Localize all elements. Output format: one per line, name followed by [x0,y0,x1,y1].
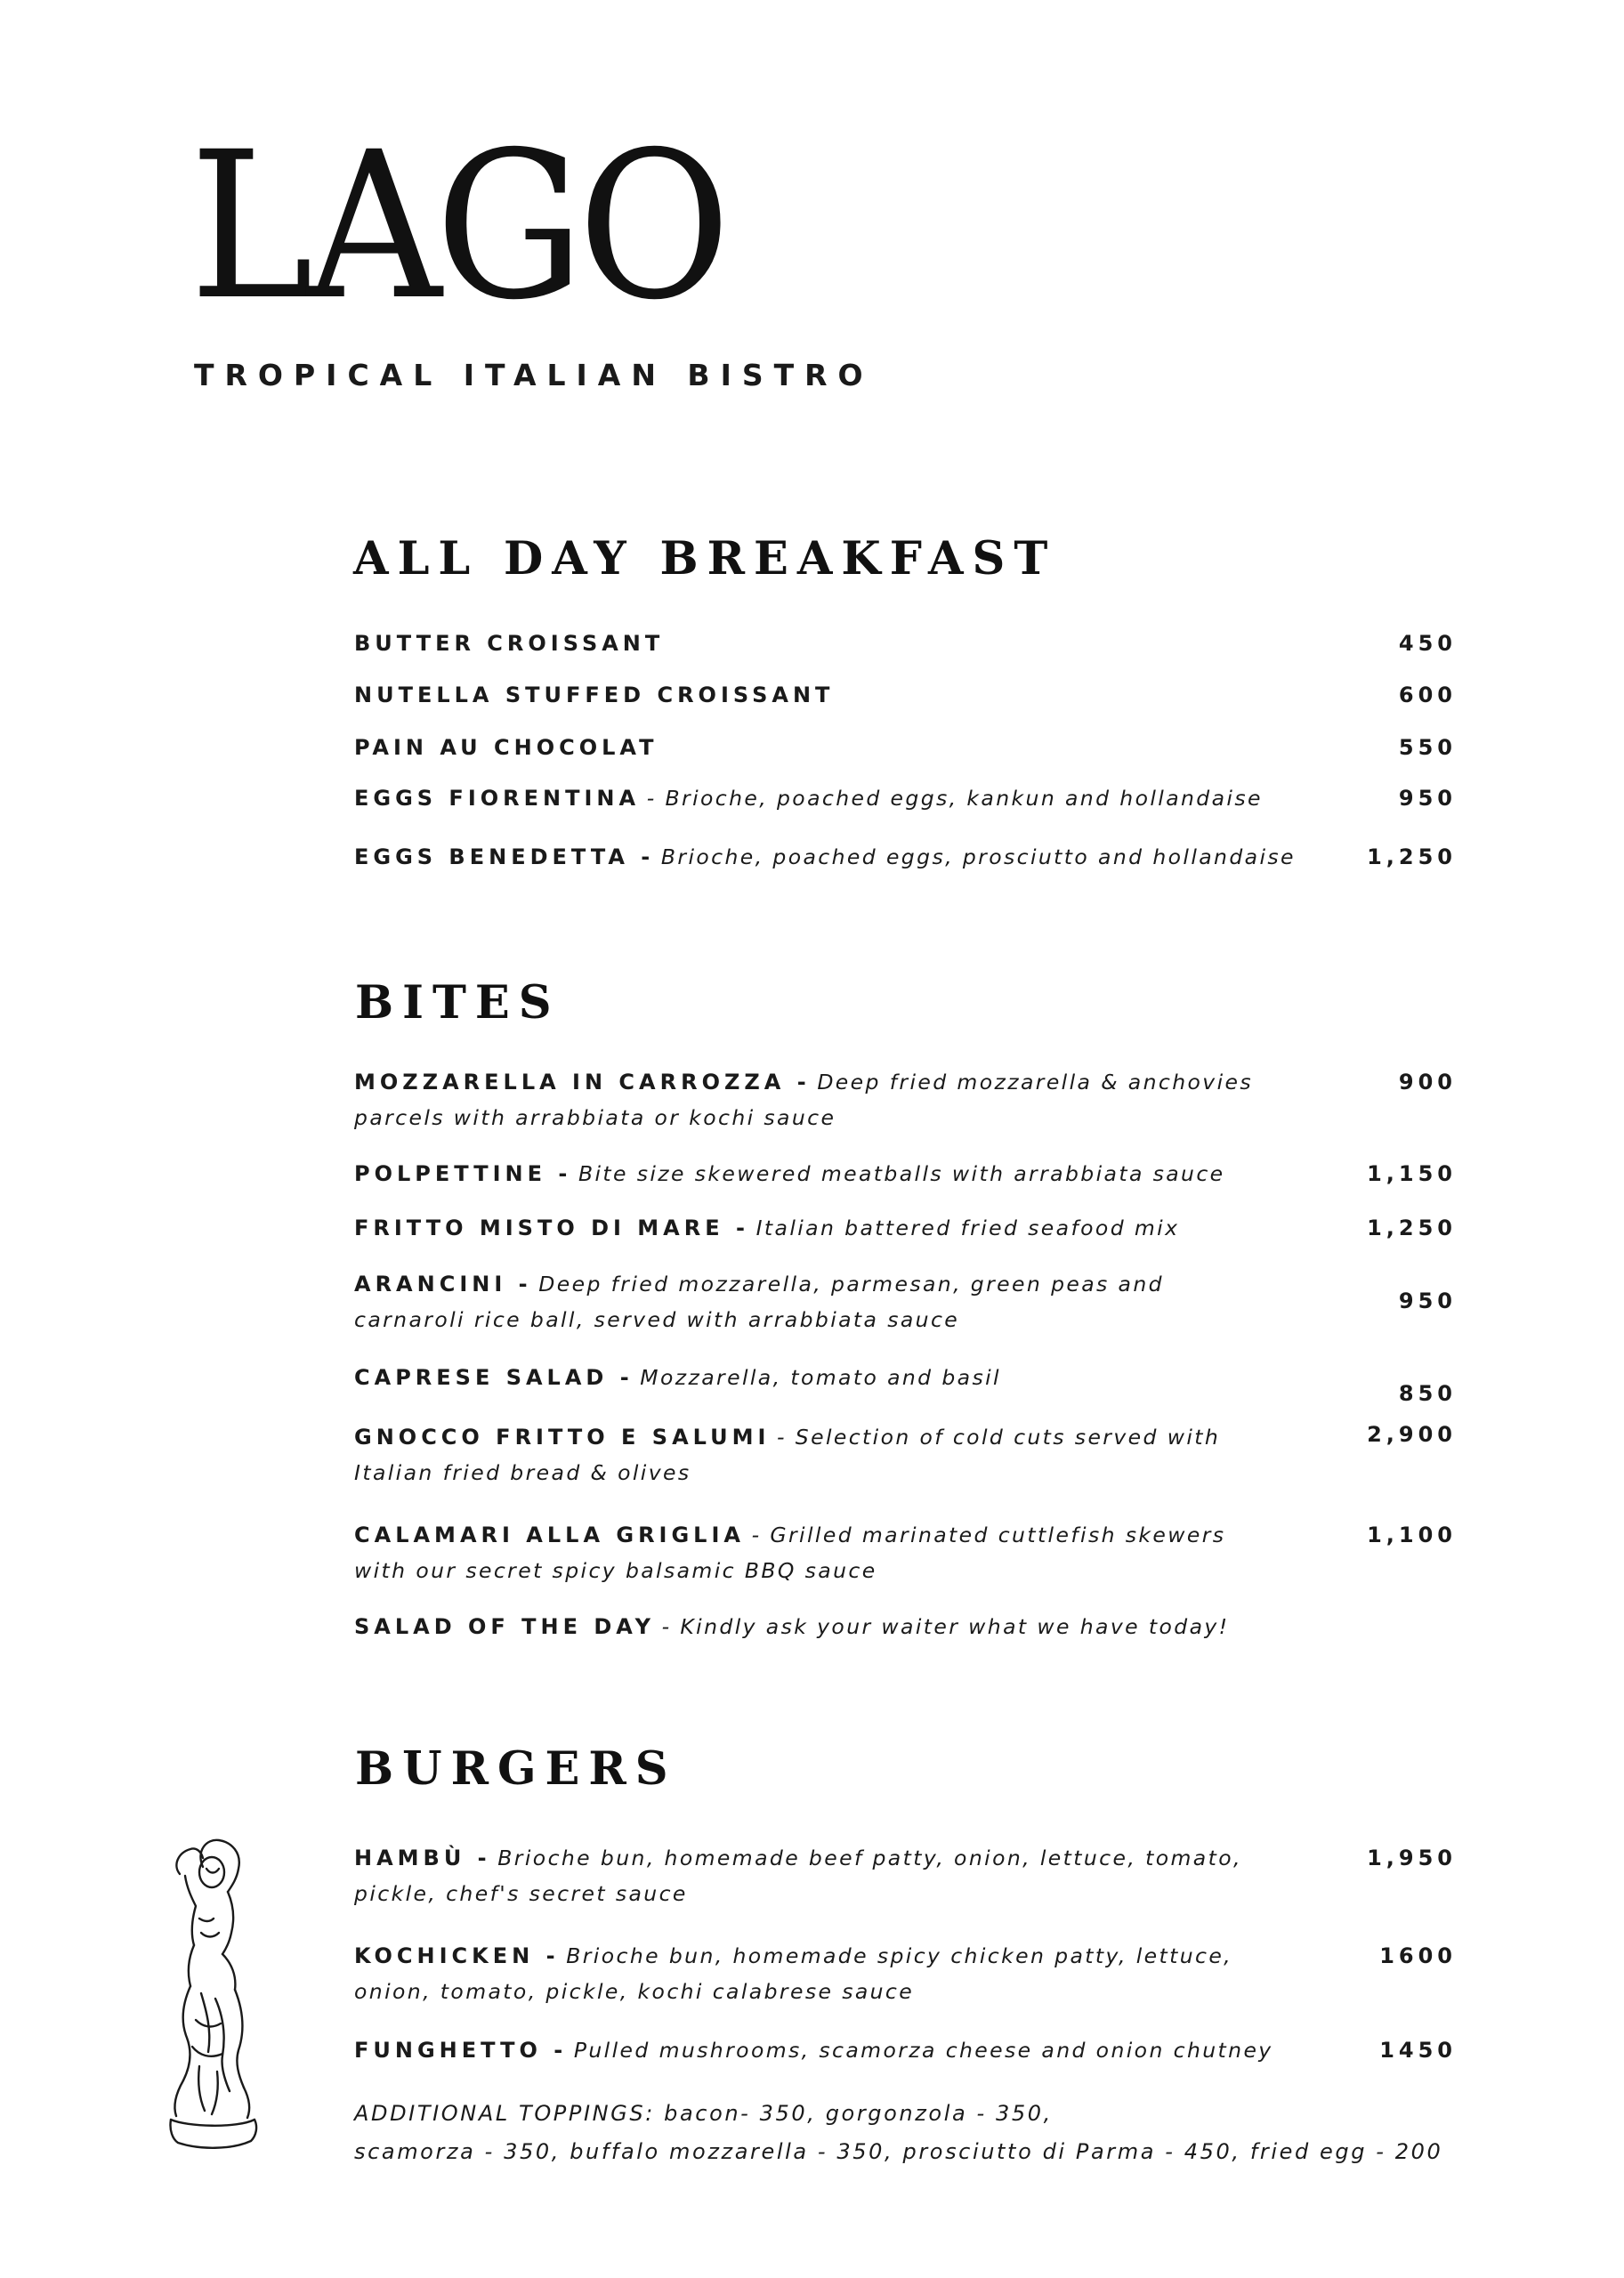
item-name: GNOCCO FRITTO E SALUMI [354,1425,771,1450]
section-title-burgers: BURGERS [355,1742,677,1796]
item-price: 450 [1398,631,1457,656]
item-name: ARANCINI - [354,1272,532,1297]
menu-item [354,1266,1244,1337]
menu-item [354,2032,1333,2068]
menu-item [354,1609,1333,1644]
item-price: 950 [1398,1288,1457,1313]
item-price: 850 [1398,1381,1457,1406]
menu-item [354,730,1333,765]
item-name: SALAD OF THE DAY [354,1614,655,1639]
menu-item [354,1210,1333,1246]
item-description: - Selection of cold cuts served with Italian fried bread & olives [354,1425,1221,1485]
item-name: CALAMARI ALLA GRIGLIA [354,1523,745,1547]
section-title-bites: BITES [355,976,561,1030]
item-description: Pulled mushrooms, scamorza cheese and onion chutney [573,2038,1273,2063]
item-name: POLPETTINE - [354,1161,572,1186]
item-description: - Grilled marinated cuttlefish skewers with our secret spicy balsamic BBQ sauce [354,1523,1226,1583]
item-price: 1600 [1379,1943,1457,1968]
item-name: EGGS FIORENTINA [354,786,641,811]
item-description: Mozzarella, tomato and basil [640,1365,1001,1390]
section-title-breakfast: ALL DAY BREAKFAST [353,532,1057,586]
item-name: EGGS BENEDETTA - [354,844,655,869]
menu-item [354,1419,1244,1490]
item-description: Deep fried mozzarella & anchovies parcels with arrabbiata or kochi sauce [354,1070,1254,1130]
item-price: 600 [1398,683,1457,707]
tagline: TROPICAL ITALIAN BISTRO [194,358,874,392]
item-description: Brioche bun, homemade beef patty, onion, lettuce, tomato, pickle, chef's secret sauce [354,1846,1242,1906]
statue-icon [160,1833,267,2162]
item-price: 950 [1398,786,1457,811]
menu-item [354,1064,1262,1135]
item-description: Bite size skewered meatballs with arrabbiata sauce [578,1161,1225,1186]
item-name: FUNGHETTO - [354,2038,568,2063]
menu-item [354,1360,1333,1395]
item-name: FRITTO MISTO DI MARE - [354,1216,749,1240]
item-price: 1450 [1379,2038,1457,2063]
menu-item [354,677,1333,713]
menu-item [354,1156,1333,1192]
item-description: Deep fried mozzarella, parmesan, green peas and carnaroli rice ball, served with arrabbiata sauce [354,1272,1164,1332]
item-name: KOCHICKEN - [354,1943,560,1968]
item-description: Brioche, poached eggs, prosciutto and hollandaise [660,844,1296,869]
menu-item [354,1938,1289,2009]
menu-item [354,780,1333,816]
additional-toppings-line2: scamorza - 350, buffalo mozzarella - 350, prosciutto di Parma - 450, fried egg - 200 [354,2139,1443,2164]
additional-toppings-line1: ADDITIONAL TOPPINGS: bacon- 350, gorgonzola - 350, [354,2101,1053,2126]
item-price: 1,100 [1367,1523,1457,1547]
menu-item [354,626,1333,661]
item-name: CAPRESE SALAD - [354,1365,634,1390]
item-name: HAMBÙ - [354,1846,491,1870]
menu-item [354,1840,1289,1911]
item-price: 1,250 [1367,1216,1457,1240]
menu-item [354,1517,1262,1588]
item-price: 2,900 [1367,1422,1457,1447]
item-price: 1,150 [1367,1161,1457,1186]
item-name: MOZZARELLA IN CARROZZA - [354,1070,811,1095]
item-price: 1,950 [1367,1846,1457,1870]
item-price: 550 [1398,735,1457,760]
item-name: BUTTER CROISSANT [354,631,665,656]
item-price: 900 [1398,1070,1457,1095]
logo: LAGO [190,108,724,344]
item-description: - Brioche, poached eggs, kankun and hollandaise [646,786,1263,811]
item-name: NUTELLA STUFFED CROISSANT [354,683,835,707]
menu-item [354,839,1333,875]
item-description: Brioche bun, homemade spicy chicken patty, lettuce, onion, tomato, pickle, kochi calabrese sauce [354,1943,1233,2004]
item-description: Italian battered fried seafood mix [755,1216,1180,1240]
item-price: 1,250 [1367,844,1457,869]
item-name: PAIN AU CHOCOLAT [354,735,658,760]
item-description: - Kindly ask your waiter what we have today! [661,1614,1230,1639]
